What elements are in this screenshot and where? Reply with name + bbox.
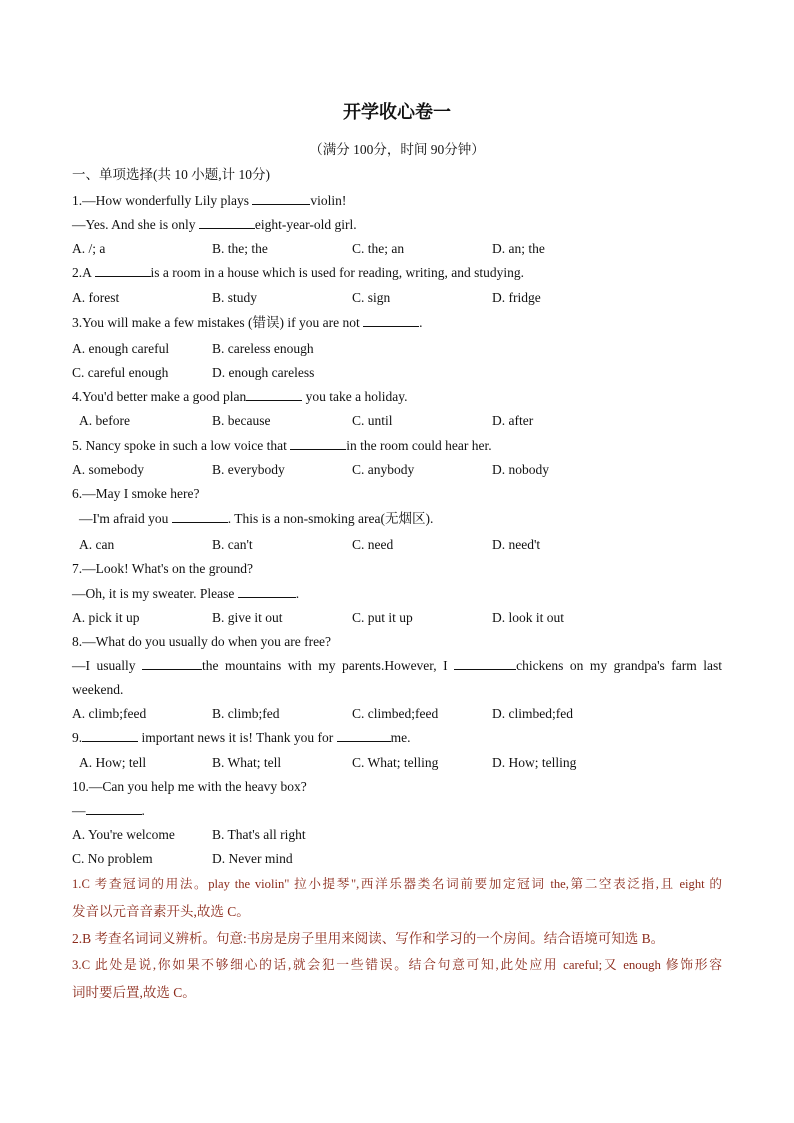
question-text: eight-year-old girl.: [254, 217, 357, 232]
option-b: B. climb;fed: [212, 706, 280, 721]
answer-1-line-1: 1.C 考查冠词的用法。play the violin" 拉小提琴",西洋乐器类名词前要加定冠词 the,第二空表泛指,且 eight 的: [72, 877, 722, 891]
option-b: B. careless enough: [212, 341, 314, 356]
question-text: .: [419, 315, 423, 330]
answer-1-line-2: 发音以元音音素开头,故选 C。: [72, 904, 250, 919]
option-c: C. until: [352, 413, 393, 428]
option-b: B. give it out: [212, 610, 283, 625]
question-text: you take a holiday.: [302, 389, 408, 404]
answer-blank: [172, 510, 228, 523]
answer-blank: [86, 802, 142, 815]
question-text: important news it is! Thank you for: [138, 730, 337, 745]
option-a: A. before: [79, 413, 130, 428]
option-c: C. sign: [352, 290, 391, 305]
question-8-line-3: weekend.: [72, 682, 124, 697]
question-1-line-1: [72, 192, 346, 210]
option-b: B. because: [212, 413, 271, 428]
question-text: —I'm afraid you: [79, 511, 172, 526]
question-text: —Oh, it is my sweater. Please: [72, 586, 238, 601]
option-a: A. can: [79, 537, 115, 552]
option-a: A. somebody: [72, 462, 144, 477]
option-c: C. What; telling: [352, 755, 439, 770]
question-text: 2.A: [72, 265, 95, 280]
question-text: .: [295, 586, 300, 601]
question-text: is a room in a house which is used for reading, writing, and studying.: [150, 265, 524, 280]
question-8-line-2: [72, 657, 722, 675]
option-a: A. climb;feed: [72, 706, 147, 721]
question-text: .: [141, 803, 145, 818]
option-c: C. No problem: [72, 851, 153, 866]
question-5-line-1: [72, 437, 492, 455]
option-d: D. climbed;fed: [492, 706, 573, 721]
question-2-line-1: [72, 264, 524, 282]
answer-blank: [454, 657, 516, 670]
question-text: —I usually: [72, 658, 142, 673]
question-text: 5. Nancy spoke in such a low voice that: [72, 438, 291, 453]
option-d: D. look it out: [492, 610, 565, 625]
option-c: C. the; an: [352, 241, 405, 256]
question-text: —Yes. And she is only: [72, 217, 199, 232]
option-a: A. /; a: [72, 241, 106, 256]
option-d: D. How; telling: [492, 755, 577, 770]
option-b: B. can't: [212, 537, 253, 552]
question-text: —: [72, 803, 86, 818]
option-d: D. nobody: [492, 462, 549, 477]
question-text: me.: [390, 730, 411, 745]
option-d: D. Never mind: [212, 851, 293, 866]
question-4-line-1: [72, 388, 408, 406]
answer-blank: [238, 585, 296, 598]
question-text: 3.You will make a few mistakes (错误) if you are not: [72, 315, 364, 330]
answer-blank: [290, 437, 346, 450]
section-heading: 一、单项选择(共 10 小题,计 10分): [72, 167, 270, 182]
question-8-line-1: 8.—What do you usually do when you are free?: [72, 634, 332, 649]
option-b: B. That's all right: [212, 827, 306, 842]
question-7-line-2: [72, 585, 299, 603]
question-text: chickens on my grandpa's farm last: [516, 658, 722, 673]
question-text: . This is a non-smoking area(无烟区).: [227, 511, 434, 526]
option-d: D. fridge: [492, 290, 541, 305]
option-a: A. pick it up: [72, 610, 140, 625]
question-3-line-1: [72, 314, 422, 332]
question-text: in the room could hear her.: [346, 438, 492, 453]
question-text: the mountains with my parents.However, I: [201, 658, 455, 673]
answer-blank: [199, 216, 255, 229]
option-d: D. after: [492, 413, 534, 428]
answer-blank: [82, 729, 138, 742]
option-c: C. need: [352, 537, 394, 552]
question-1-line-2: [72, 216, 357, 234]
option-b: B. everybody: [212, 462, 285, 477]
question-6-line-2: [79, 510, 433, 528]
option-d: D. an; the: [492, 241, 545, 256]
answer-blank: [337, 729, 391, 742]
option-d: D. enough careless: [212, 365, 315, 380]
question-10-line-1: 10.—Can you help me with the heavy box?: [72, 779, 307, 794]
option-a: A. How; tell: [79, 755, 147, 770]
answer-blank: [142, 657, 202, 670]
option-a: A. You're welcome: [72, 827, 175, 842]
option-a: A. forest: [72, 290, 120, 305]
question-text: 4.You'd better make a good plan: [72, 389, 247, 404]
question-text: violin!: [310, 193, 347, 208]
question-6-line-1: 6.—May I smoke here?: [72, 486, 200, 501]
option-d: D. need't: [492, 537, 541, 552]
answer-blank: [252, 192, 310, 205]
option-c: C. climbed;feed: [352, 706, 439, 721]
option-b: B. study: [212, 290, 258, 305]
answer-2: 2.B 考查名词词义辨析。句意:书房是房子里用来阅读、写作和学习的一个房间。结合语境可知选 B。: [72, 931, 665, 946]
option-a: A. enough careful: [72, 341, 170, 356]
answer-blank: [246, 388, 302, 401]
question-text: 9.: [72, 730, 83, 745]
question-10-line-2: [72, 802, 145, 820]
page-subtitle: （满分 100分，时间 90分钟）: [309, 142, 485, 157]
answer-blank: [95, 264, 151, 277]
question-text: 1.—How wonderfully Lily plays: [72, 193, 253, 208]
option-c: C. careful enough: [72, 365, 169, 380]
option-b: B. the; the: [212, 241, 268, 256]
question-7-line-1: 7.—Look! What's on the ground?: [72, 561, 254, 576]
option-c: C. put it up: [352, 610, 413, 625]
answer-3-line-1: 3.C 此处是说,你如果不够细心的话,就会犯一些错误。结合句意可知,此处应用 careful;又 enough 修饰形容: [72, 958, 722, 972]
answer-blank: [363, 314, 419, 327]
option-c: C. anybody: [352, 462, 415, 477]
question-9-line-1: [72, 729, 410, 747]
answer-3-line-2: 词时要后置,故选 C。: [72, 985, 196, 1000]
option-b: B. What; tell: [212, 755, 282, 770]
page-title: 开学收心卷一: [343, 102, 451, 123]
